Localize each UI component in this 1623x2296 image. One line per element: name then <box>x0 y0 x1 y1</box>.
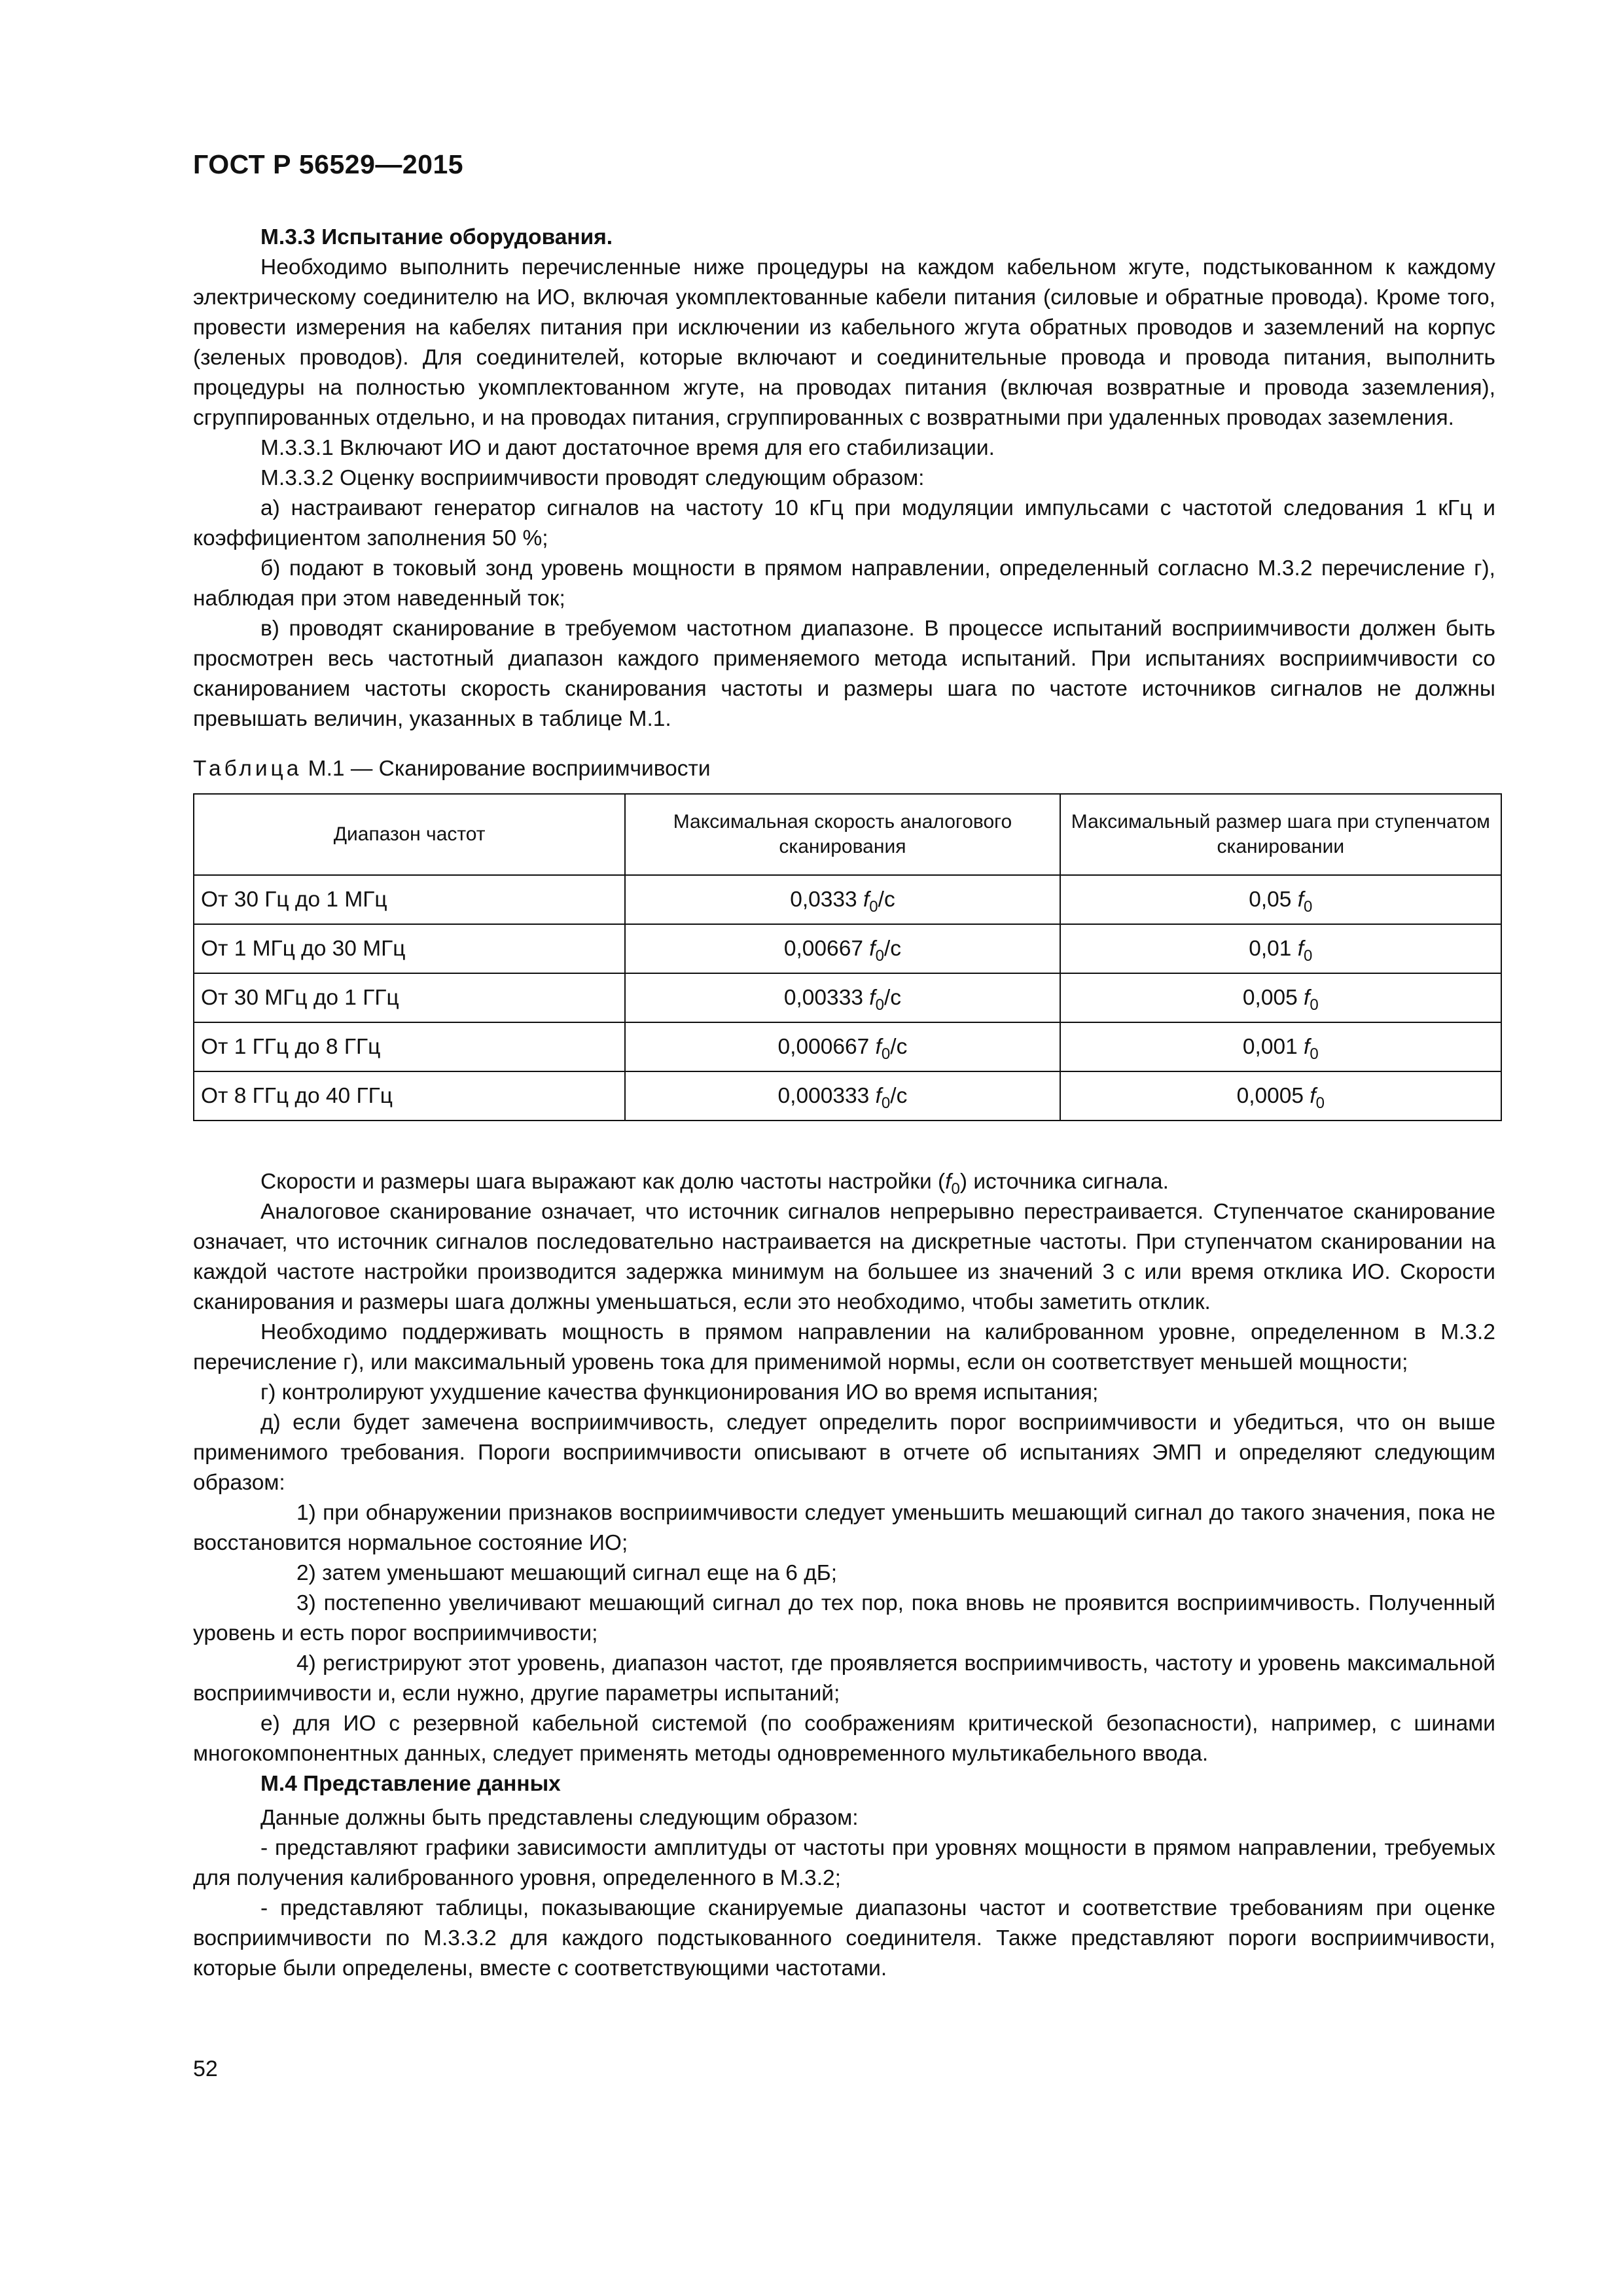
section-m33-intro: Необходимо выполнить перечисленные ниже процедуры на каждом кабельном жгуте, подстыкованном к каждому электрическому соединителю на ИО, включая укомплектованные кабели питания (силовые и обратные провода). Кроме того, провести измерения на кабелях питания при исключении из кабельного жгута обратных проводов и заземлений на корпус (зеленых проводов). Для соединителей, которые включают и соединительные провода и провода питания, выполнить процедуры на полностью укомплектованном жгуте, на проводах питания (включая возвратные и провода заземления), сгруппированных отдельно, и на проводах питания, сгруппированных с возвратными при удаленных проводах заземления. <box>193 255 1495 430</box>
cell-speed: 0,00667 $f_0/с$ <box>625 924 1060 973</box>
item-d: д) если будет замечена восприимчивость, следует определить порог восприимчивости и убедиться, что он выше применимого требования. Пороги восприимчивости описывают в отчете об испытаниях ЭМП и определяют следующим образом: <box>193 1410 1495 1495</box>
table-row <box>194 924 1501 973</box>
cell-range: От 30 Гц до 1 МГц <box>194 875 625 924</box>
section-m4-title: М.4 Представление данных <box>260 1772 561 1796</box>
cell-speed: 0,00333 $f_0/с$ <box>625 973 1060 1022</box>
item-d3: 3) постепенно увеличивают мешающий сигнал до тех пор, пока вновь не проявится восприимчивость. Полученный уровень и есть порог восприимчивости; <box>193 1591 1495 1645</box>
cell-range: От 8 ГГц до 40 ГГц <box>194 1071 625 1121</box>
cell-step: 0,0005 $f_0$ <box>1060 1071 1501 1121</box>
cell-step: 0,005 $f_0$ <box>1060 973 1501 1022</box>
cell-range: От 1 МГц до 30 МГц <box>194 924 625 973</box>
section-m33-title: М.3.3 Испытание оборудования. <box>260 225 613 249</box>
note-step-size: Скорости и размеры шага выражают как долю частоты настройки $(f_0)$ источника сигнала. <box>260 1170 1169 1198</box>
item-d2: 2) затем уменьшают мешающий сигнал еще на 6 дБ; <box>296 1561 838 1585</box>
table-header-row <box>194 794 1501 875</box>
m4-item-tables: - представляют таблицы, показывающие сканируемые диапазоны частот и соответствие требованиям при оценке восприимчивости по М.3.3.2 для каждого подстыкованного соединителя. Также представляют пороги восприимчивости, которые были определены, вместе с соответствующими частотами. <box>193 1896 1495 1981</box>
item-d1: 1) при обнаружении признаков восприимчивости следует уменьшить мешающий сигнал до такого значения, пока не восстановится нормальное состояние ИО; <box>193 1501 1495 1555</box>
item-b: б) подают в токовый зонд уровень мощности в прямом направлении, определенный согласно М.3.2 перечисление г), наблюдая при этом наведенный ток; <box>193 556 1495 611</box>
cell-step: 0,05 $f_0$ <box>1060 875 1501 924</box>
paragraph-maintain-power: Необходимо поддерживать мощность в прямом направлении на калиброванном уровне, определенном в М.3.2 перечисление г), или максимальный уровень тока для применимой нормы, если он соответствует меньшей мощности; <box>193 1320 1495 1374</box>
table-row <box>194 973 1501 1022</box>
paragraph-m331: М.3.3.1 Включают ИО и дают достаточное время для его стабилизации. <box>260 436 995 460</box>
cell-speed: 0,0333 $f_0/с$ <box>625 875 1060 924</box>
cell-step: 0,01 $f_0$ <box>1060 924 1501 973</box>
paragraph-analog-scan: Аналоговое сканирование означает, что источник сигналов непрерывно перестраивается. Ступенчатое сканирование означает, что источник сигналов последовательно настраивается на дискретные частоты. При ступенчатом сканировании на каждой частоте настройки производится задержка минимум на большее из значений 3 с или время отклика ИО. Скорости сканирования и размеры шага должны уменьшаться, если это необходимо, чтобы заметить отклик. <box>193 1200 1495 1314</box>
item-d4: 4) регистрируют этот уровень, диапазон частот, где проявляется восприимчивость, частоту и уровень максимальной восприимчивости и, если нужно, другие параметры испытаний; <box>193 1651 1495 1706</box>
header-speed: Максимальная скорость аналогового сканирования <box>625 794 1060 875</box>
header-range: Диапазон частот <box>194 794 625 875</box>
item-a: а) настраивают генератор сигналов на частоту 10 кГц при модуляции импульсами с частотой следования 1 кГц и коэффициентом заполнения 50 %; <box>193 496 1495 550</box>
table-row <box>194 1022 1501 1071</box>
cell-range: От 30 МГц до 1 ГГц <box>194 973 625 1022</box>
paragraph-m332: М.3.3.2 Оценку восприимчивости проводят следующим образом: <box>260 466 925 490</box>
cell-speed: 0,000333 $f_0/с$ <box>625 1071 1060 1121</box>
item-v: в) проводят сканирование в требуемом частотном диапазоне. В процессе испытаний восприимчивости должен быть просмотрен весь частотный диапазон каждого применяемого метода испытаний. При испытаниях восприимчивости со сканированием частоты скорость сканирования частоты и размеры шага по частоте источников сигналов не должны превышать величин, указанных в таблице М.1. <box>193 617 1495 731</box>
m4-item-graphs: - представляют графики зависимости амплитуды от частоты при уровнях мощности в прямом направлении, требуемых для получения калиброванного уровня, определенного в М.3.2; <box>193 1836 1495 1890</box>
page-content <box>193 223 1495 1984</box>
item-e: е) для ИО с резервной кабельной системой (по соображениям критической безопасности), например, с шинами многокомпонентных данных, следует применять методы одновременного мультикабельного ввода. <box>193 1712 1495 1766</box>
page-number: 52 <box>193 2056 218 2081</box>
section-m4-intro: Данные должны быть представлены следующим образом: <box>260 1806 859 1830</box>
table-caption: Таблица М.1 — Сканирование восприимчивости <box>193 757 711 781</box>
table-row <box>194 875 1501 924</box>
table-row <box>194 1071 1501 1121</box>
document-header: ГОСТ Р 56529—2015 <box>193 149 464 179</box>
scan-table <box>193 793 1502 1121</box>
cell-range: От 1 ГГц до 8 ГГц <box>194 1022 625 1071</box>
cell-step: 0,001 $f_0$ <box>1060 1022 1501 1071</box>
header-step: Максимальный размер шага при ступенчатом сканировании <box>1060 794 1501 875</box>
item-g: г) контролируют ухудшение качества функционирования ИО во время испытания; <box>260 1380 1099 1405</box>
cell-speed: 0,000667 $f_0/с$ <box>625 1022 1060 1071</box>
